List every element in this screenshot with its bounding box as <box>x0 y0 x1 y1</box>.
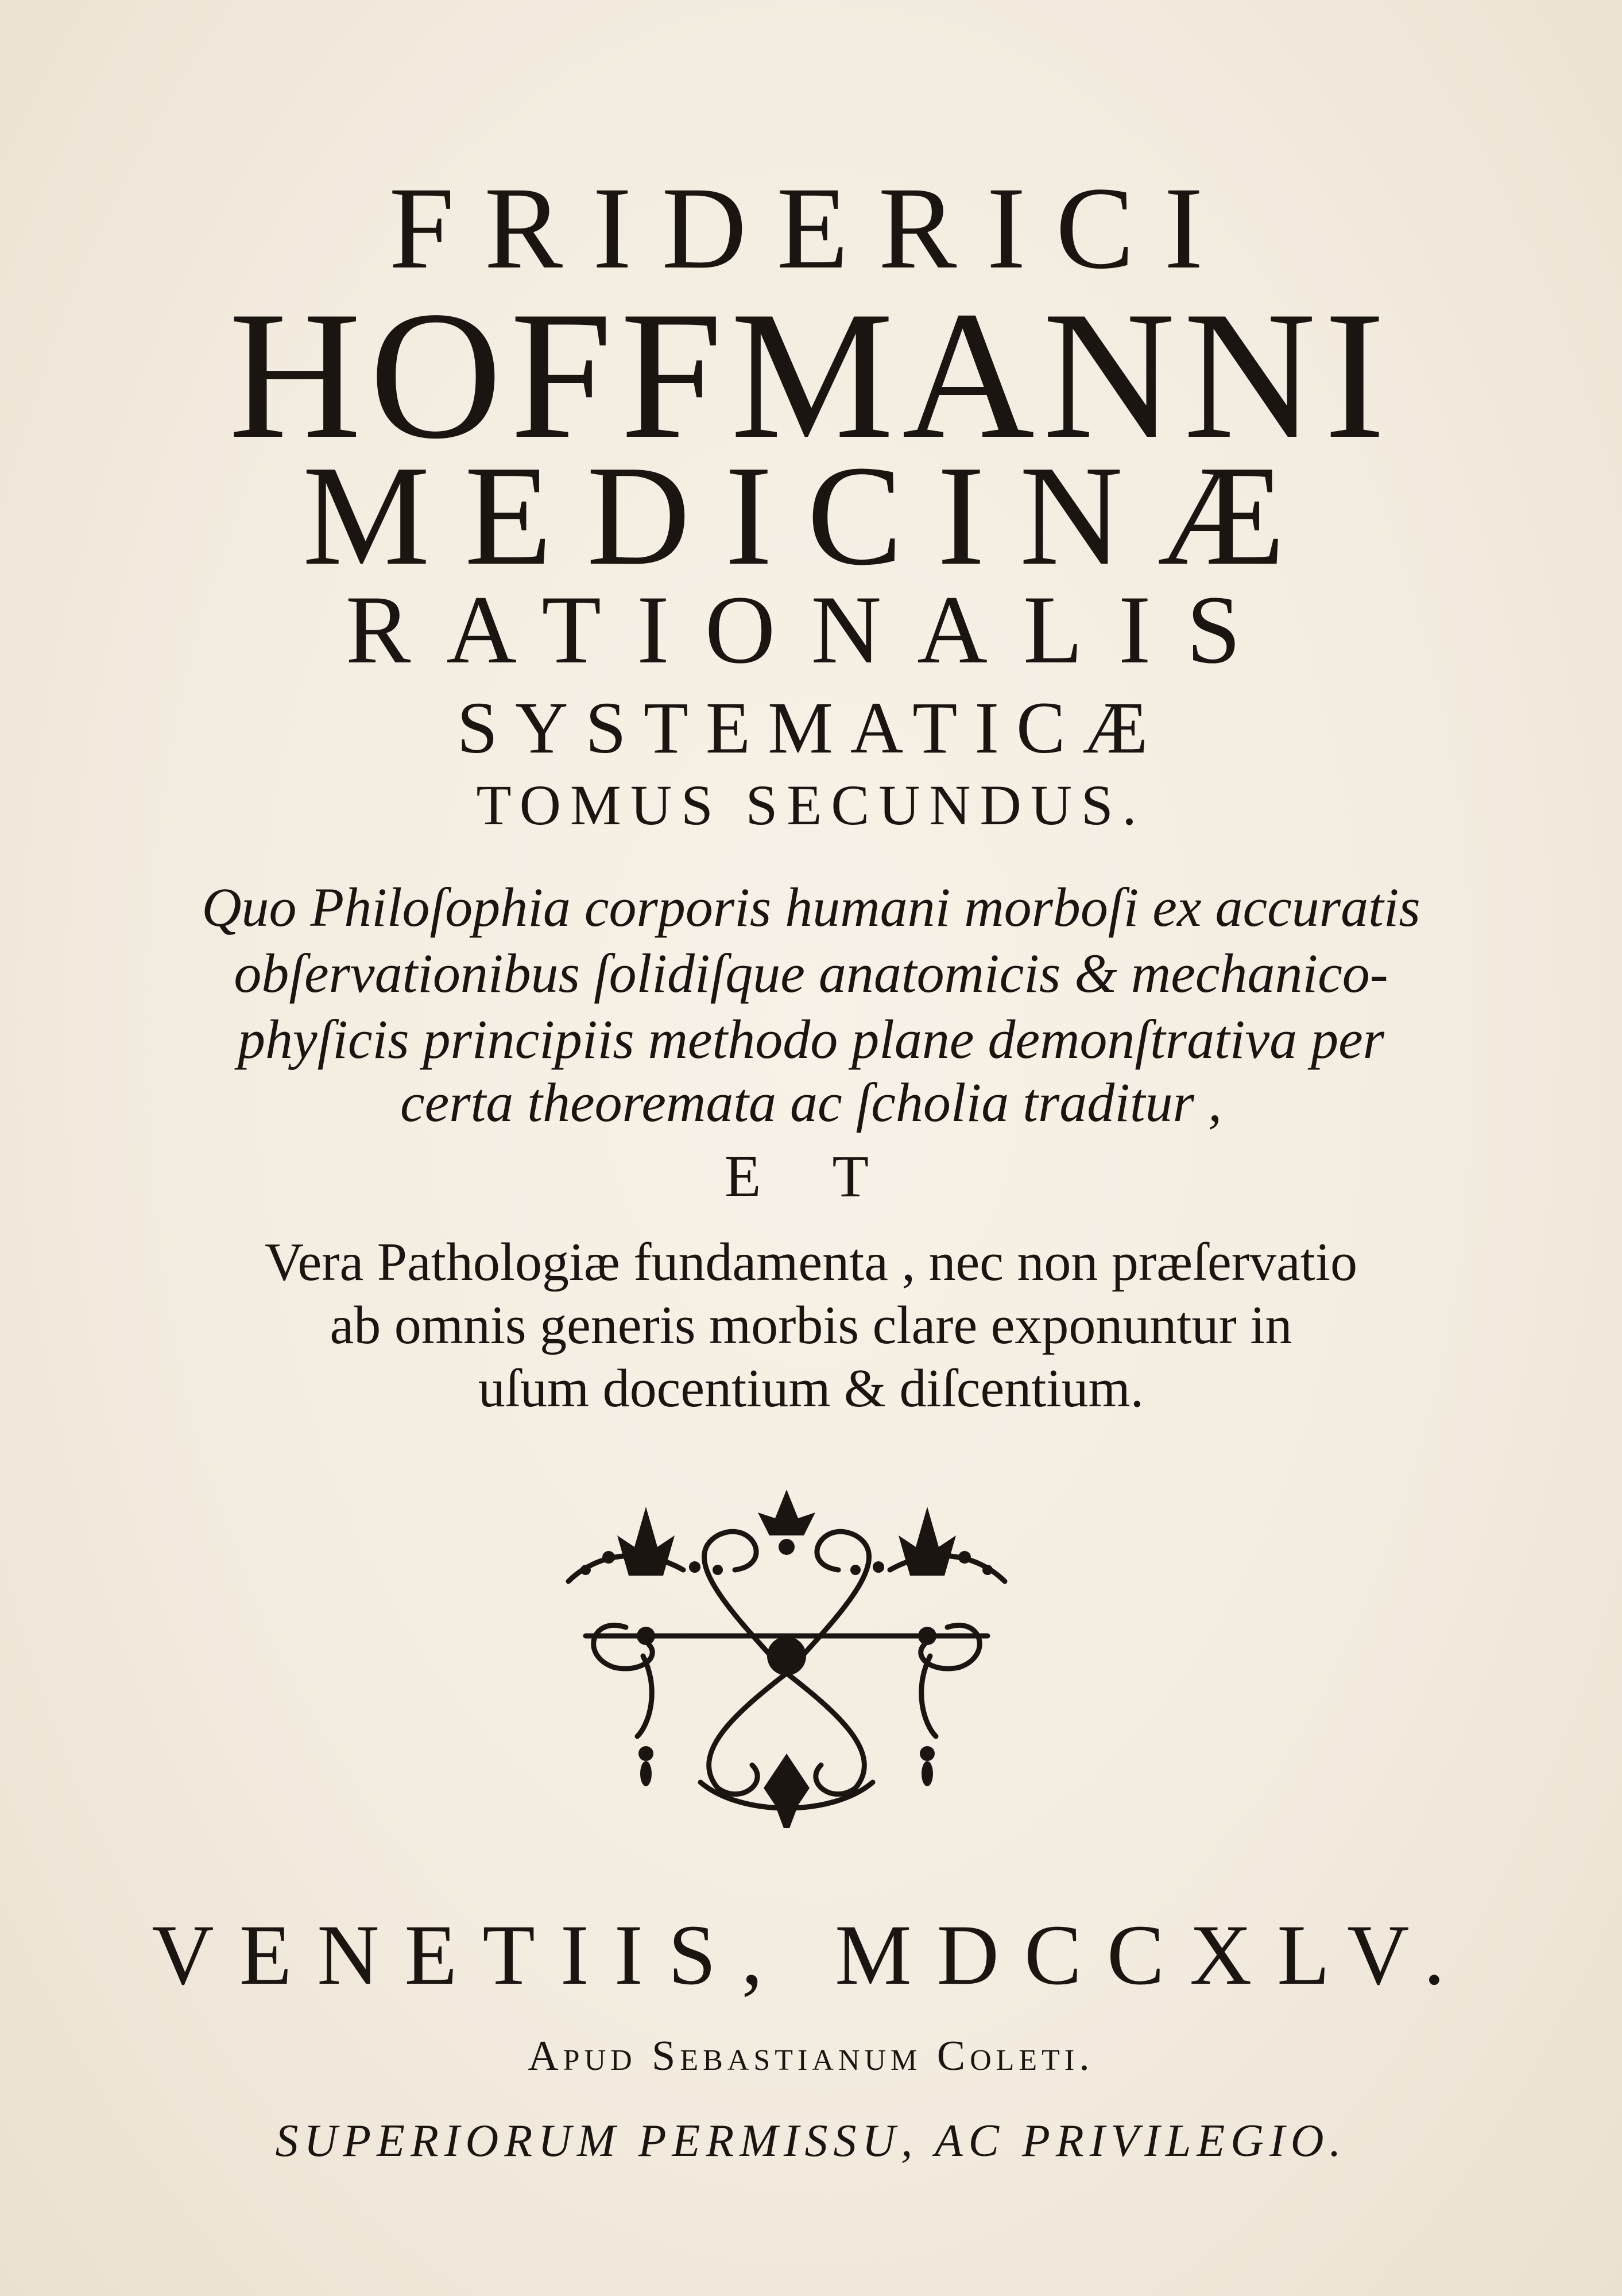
description-italic-line: phyſicis principiis methodo plane demonſtrativa per <box>237 1009 1385 1070</box>
imprint-publisher: Apud Sebastianum Coleti. <box>528 2033 1094 2080</box>
description-roman-line: ab omnis generis morbis clare exponuntur in <box>330 1296 1292 1355</box>
title-line-rationalis: RATIONALIS <box>345 576 1277 684</box>
description-roman-line: uſum docentium & diſcentium. <box>478 1359 1144 1418</box>
description-italic-line: certa theoremata ac ſcholia traditur , <box>400 1072 1222 1133</box>
volume-label: TOMUS SECUNDUS. <box>476 773 1146 837</box>
conjunction-et: E T <box>724 1143 898 1209</box>
title-line-systematicae: SYSTEMATICÆ <box>456 687 1166 769</box>
imprint-place-date: VENETIIS, MDCCXLV. <box>152 1907 1470 2003</box>
author-first-name: FRIDERICI <box>389 163 1233 293</box>
author-last-name: HOFFMANNI <box>229 274 1393 477</box>
description-italic-line: Quo Philoſophia corporis humani morboſi ex accuratis <box>202 876 1420 938</box>
imprint-permission: SUPERIORUM PERMISSU, AC PRIVILEGIO. <box>275 2116 1347 2166</box>
title-line-medicinae: MEDICINÆ <box>302 436 1320 595</box>
description-roman-line: Vera Pathologiæ fundamenta , nec non præſervatio <box>265 1232 1357 1292</box>
description-italic-line: obſervationibus ſolidiſque anatomicis & mechanico- <box>234 943 1388 1004</box>
printers-ornament-icon <box>545 1484 1028 1828</box>
